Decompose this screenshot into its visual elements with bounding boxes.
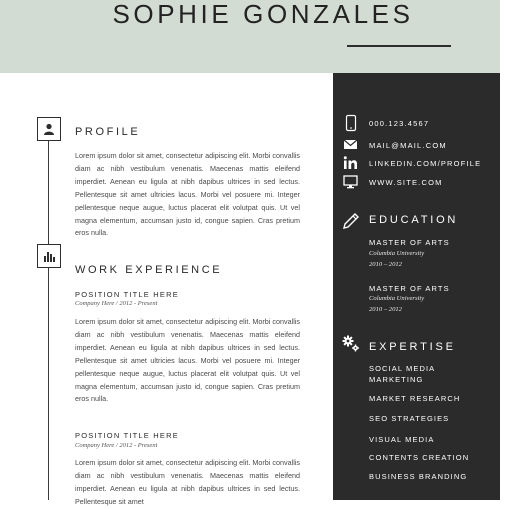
bar-chart-icon bbox=[37, 244, 61, 268]
expertise-item: VISUAL MEDIA bbox=[369, 435, 435, 444]
email-text: MAIL@MAIL.COM bbox=[369, 141, 447, 150]
expertise-item: SOCIAL MEDIA MARKETING bbox=[369, 364, 435, 384]
job-title: POSITION TITLE HERE bbox=[75, 431, 179, 440]
education-degree: MASTER OF ARTS bbox=[369, 284, 450, 293]
phone-icon bbox=[343, 115, 359, 131]
expertise-item: SEO STRATEGIES bbox=[369, 414, 450, 423]
expertise-item: CONTENTS CREATION bbox=[369, 453, 470, 462]
expertise-item: MARKET RESEARCH bbox=[369, 394, 461, 403]
linkedin-text: LINKEDIN.COM/PROFILE bbox=[369, 159, 482, 168]
job-title: POSITION TITLE HERE bbox=[75, 290, 179, 299]
candidate-name: SOPHIE GONZALES bbox=[112, 0, 414, 29]
job-meta: Company Here / 2012 - Present bbox=[75, 442, 158, 449]
pencil-icon bbox=[341, 211, 361, 231]
person-icon bbox=[37, 117, 61, 141]
education-degree: MASTER OF ARTS bbox=[369, 238, 450, 247]
contact-site bbox=[343, 174, 493, 190]
job-description: Lorem ipsum dolor sit amet, consectetur adipiscing elit. Morbi convallis diam ac nibh vestibulum venenatis. Maecenas mattis eleifend imperdiet. Aenean eu ligula at nibh dapibus ultrices in sed lectus. Pellentesque sit amet bbox=[75, 458, 300, 506]
header-divider bbox=[347, 45, 451, 47]
education-years: 2010 – 2012 bbox=[369, 306, 402, 313]
phone-text: 000.123.4567 bbox=[369, 119, 430, 128]
linkedin-icon bbox=[343, 155, 359, 171]
job-meta: Company Here / 2012 - Present bbox=[75, 300, 158, 307]
expertise-item: BUSINESS BRANDING bbox=[369, 472, 468, 481]
contact-email bbox=[343, 137, 493, 153]
job-description: Lorem ipsum dolor sit amet, consectetur adipiscing elit. Morbi convallis diam ac nibh vestibulum venenatis. Maecenas mattis eleifend imperdiet. Aenean eu ligula at nibh dapibus ultrices in sed lectus. Pellentesque sit amet ultricies lacus. Morbi vel posuere mi. Integer pellentesque neque augue, luctus placerat elit volutpat quis. Ut vel magna elementum, accumsan justo id, congue sapien. Cras pretium eros nulla. bbox=[75, 317, 300, 404]
profile-heading: PROFILE bbox=[75, 126, 141, 138]
site-text: WWW.SITE.COM bbox=[369, 178, 443, 187]
gears-icon bbox=[341, 334, 361, 354]
education-school: Columbia University bbox=[369, 250, 425, 257]
education-years: 2010 – 2012 bbox=[369, 261, 402, 268]
contact-phone bbox=[343, 115, 493, 131]
expertise-heading: EXPERTISE bbox=[369, 341, 456, 353]
education-school: Columbia University bbox=[369, 295, 425, 302]
contact-linkedin bbox=[343, 155, 493, 171]
work-heading: WORK EXPERIENCE bbox=[75, 264, 223, 276]
education-heading: EDUCATION bbox=[369, 214, 459, 226]
header-band bbox=[0, 0, 500, 73]
envelope-icon bbox=[343, 137, 359, 153]
profile-text: Lorem ipsum dolor sit amet, consectetur adipiscing elit. Morbi convallis diam ac nibh vestibulum venenatis. Maecenas mattis eleifend imperdiet. Aenean eu ligula at nibh dapibus ultrices in sed lectus. Pellentesque sit amet ultricies lacus. Morbi vel posuere mi. Integer pellentesque neque augue, luctus placerat elit volutpat quis. Ut vel magna elementum, accumsan justo id, congue sapien. Cras pretium eros nulla. bbox=[75, 151, 300, 238]
timeline-line bbox=[48, 130, 49, 500]
monitor-icon bbox=[343, 174, 359, 190]
